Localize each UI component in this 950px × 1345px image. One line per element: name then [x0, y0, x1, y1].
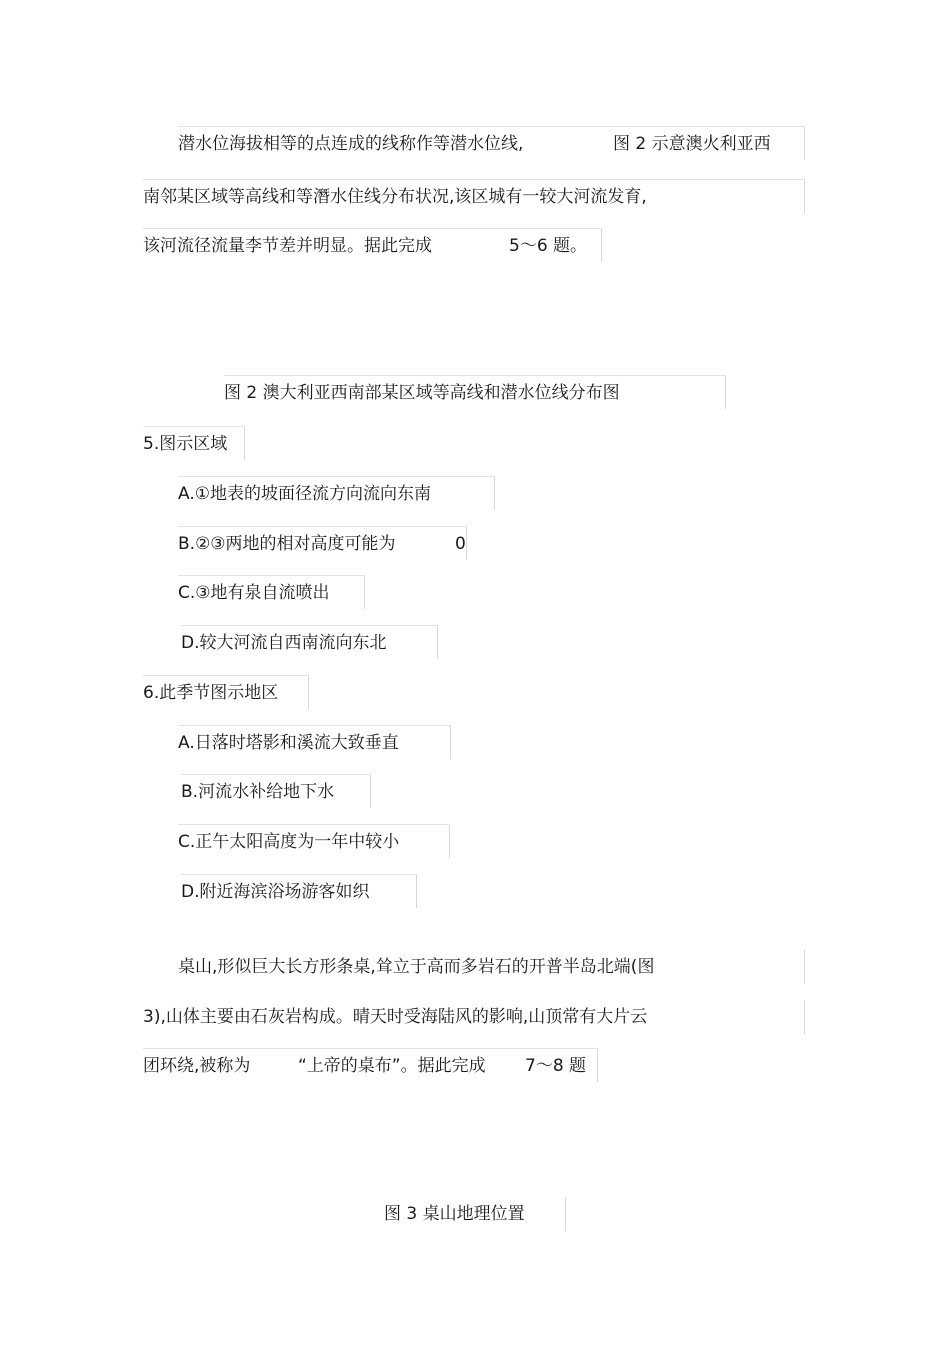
q5-stem — [143, 426, 245, 460]
q5-option-b-value: 0 — [455, 534, 466, 554]
q5-option-c — [178, 575, 365, 609]
paragraph1-line3 — [143, 228, 602, 262]
q5-option-b — [178, 526, 467, 560]
paragraph2-line1 — [178, 950, 805, 984]
q6-option-c — [178, 824, 450, 858]
figure2-caption-text: 图 2 澳大利亚西南部某区域等高线和潜水位线分布图 — [224, 383, 620, 403]
figure3-caption — [384, 1197, 566, 1231]
q5-option-d-text: D.较大河流自西南流向东北 — [181, 633, 387, 653]
q6-option-d-text: D.附近海滨浴场游客如织 — [181, 882, 370, 902]
paragraph2-line1-text: 桌山,形似巨大长方形条桌,耸立于高而多岩石的开普半岛北端(图 — [178, 957, 655, 977]
paragraph1-line2 — [143, 179, 805, 213]
paragraph1-line1-text-a: 潜水位海拔相等的点连成的线称作等潜水位线, — [178, 134, 524, 154]
q6-option-a-text: A.日落时塔影和溪流大致垂直 — [178, 733, 399, 753]
q6-option-d — [181, 874, 417, 908]
q5-option-a-text: A.①地表的坡面径流方向流向东南 — [178, 484, 431, 504]
q5-option-b-text: B.②③两地的相对高度可能为 — [178, 534, 396, 554]
q6-stem — [143, 675, 309, 709]
paragraph1-line3-text-b: 5～6 题。 — [509, 236, 588, 256]
paragraph2-line3 — [143, 1048, 598, 1082]
paragraph2-line2-text: 3),山体主要由石灰岩构成。晴天时受海陆风的影响,山顶常有大片云 — [143, 1007, 648, 1027]
q6-option-b — [181, 774, 371, 808]
paragraph2-line3-text-c: 7～8 题 — [525, 1056, 587, 1076]
paragraph1-line1-text-b: 图 2 示意澳火利亚西 — [613, 134, 771, 154]
q5-option-a — [178, 476, 495, 510]
paragraph2-line2 — [143, 1000, 805, 1034]
q6-stem-text: 6.此季节图示地区 — [143, 683, 279, 703]
q6-option-c-text: C.正午太阳高度为一年中较小 — [178, 832, 400, 852]
q5-option-d — [181, 625, 438, 659]
q5-stem-text: 5.图示区域 — [143, 434, 228, 454]
paragraph2-line3-text-a: 团环绕,被称为 — [143, 1056, 251, 1076]
q6-option-a — [178, 725, 451, 759]
paragraph1-line1 — [178, 126, 805, 160]
q5-option-c-text: C.③地有泉自流喷出 — [178, 583, 330, 603]
paragraph1-line3-text-a: 该河流径流量李节差并明显。据此完成 — [143, 236, 432, 256]
paragraph1-line2-text: 南邻某区域等高线和等潛水住线分布状况,该区城有一较大河流发育, — [143, 187, 647, 207]
figure2-caption — [224, 375, 726, 409]
q6-option-b-text: B.河流水补给地下水 — [181, 782, 335, 802]
paragraph2-line3-text-b: “上帝的桌布”。据此完成 — [298, 1056, 486, 1076]
figure3-caption-text: 图 3 桌山地理位置 — [384, 1204, 525, 1224]
